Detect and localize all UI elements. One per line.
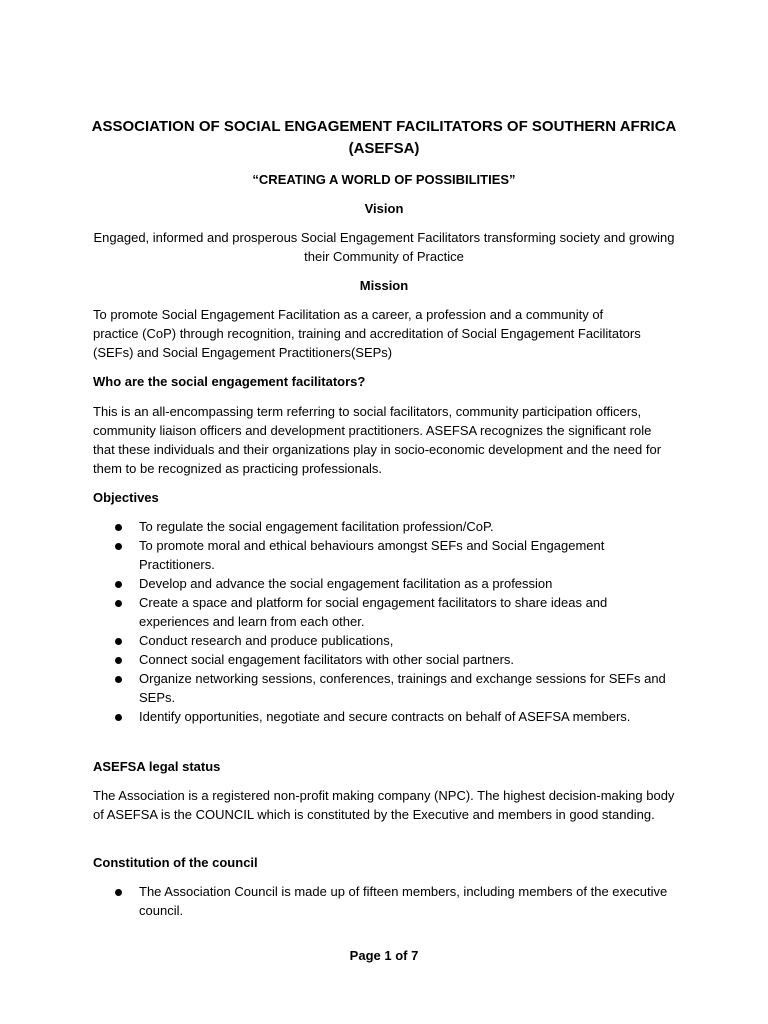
bullet-icon bbox=[115, 543, 122, 550]
bullet-icon bbox=[115, 524, 122, 531]
bullet-icon bbox=[115, 657, 122, 664]
vision-heading: Vision bbox=[364, 201, 404, 216]
who-heading: Who are the social engagement facilitators? bbox=[93, 374, 366, 389]
bullet-icon bbox=[115, 638, 122, 645]
bullet-icon bbox=[115, 581, 122, 588]
page-number: Page 1 of 7 bbox=[349, 948, 419, 963]
objective-text: Organize networking sessions, conferences, trainings and exchange sessions for SEFs and SEPs. bbox=[139, 671, 666, 705]
legal-text: The Association is a registered non-profit making company (NPC). The highest decision-making body of ASEFSA is the COUNCIL which is constituted by the Executive and members in good standing. bbox=[93, 788, 675, 822]
objective-item bbox=[93, 631, 680, 650]
objectives-list bbox=[93, 517, 680, 726]
objective-text: Connect social engagement facilitators with other social partners. bbox=[139, 652, 515, 667]
legal-heading: ASEFSA legal status bbox=[93, 759, 221, 774]
objective-item bbox=[93, 574, 680, 593]
who-text: This is an all-encompassing term referring to social facilitators, community participation officers, community liaison officers and development practitioners. ASEFSA recognizes the significant role that these individuals and their organizations play in socio-economic development and the need for them to be recognized as practicing professionals. bbox=[93, 404, 662, 476]
council-list bbox=[93, 882, 672, 920]
vision-text: Engaged, informed and prosperous Social Engagement Facilitators transforming society and growing their Community of Practice bbox=[93, 230, 675, 264]
council-item bbox=[93, 882, 672, 920]
objective-item bbox=[93, 593, 680, 631]
bullet-icon bbox=[115, 714, 122, 721]
mission-heading: Mission bbox=[359, 278, 409, 293]
objective-text: Conduct research and produce publications, bbox=[139, 633, 394, 648]
council-text: The Association Council is made up of fifteen members, including members of the executive council. bbox=[139, 884, 668, 918]
objective-text: Identify opportunities, negotiate and secure contracts on behalf of ASEFSA members. bbox=[139, 709, 631, 724]
bullet-icon bbox=[115, 600, 122, 607]
bullet-icon bbox=[115, 889, 122, 896]
council-heading: Constitution of the council bbox=[93, 855, 258, 870]
slogan: “CREATING A WORLD OF POSSIBILITIES” bbox=[252, 172, 516, 187]
objectives-heading: Objectives bbox=[93, 490, 159, 505]
objective-item bbox=[93, 707, 680, 726]
bullet-icon bbox=[115, 676, 122, 683]
objective-text: Create a space and platform for social engagement facilitators to share ideas and experiences and learn from each other. bbox=[139, 595, 608, 629]
objective-text: Develop and advance the social engagement facilitation as a profession bbox=[139, 576, 553, 591]
objective-item bbox=[93, 650, 680, 669]
objective-text: To regulate the social engagement facilitation profession/CoP. bbox=[139, 519, 494, 534]
document-title: ASSOCIATION OF SOCIAL ENGAGEMENT FACILITATORS OF SOUTHERN AFRICA (ASEFSA) bbox=[91, 118, 677, 157]
objective-text: To promote moral and ethical behaviours amongst SEFs and Social Engagement Practitioners. bbox=[139, 538, 605, 572]
objective-item bbox=[93, 517, 680, 536]
objective-item bbox=[93, 669, 680, 707]
objective-item bbox=[93, 536, 680, 574]
mission-text: To promote Social Engagement Facilitation as a career, a profession and a community of practice (CoP) through recognition, training and accreditation of Social Engagement Facilitators (SEFs) and Social Engagement Practitioners(SEPs) bbox=[93, 307, 641, 360]
page-footer bbox=[0, 946, 768, 965]
